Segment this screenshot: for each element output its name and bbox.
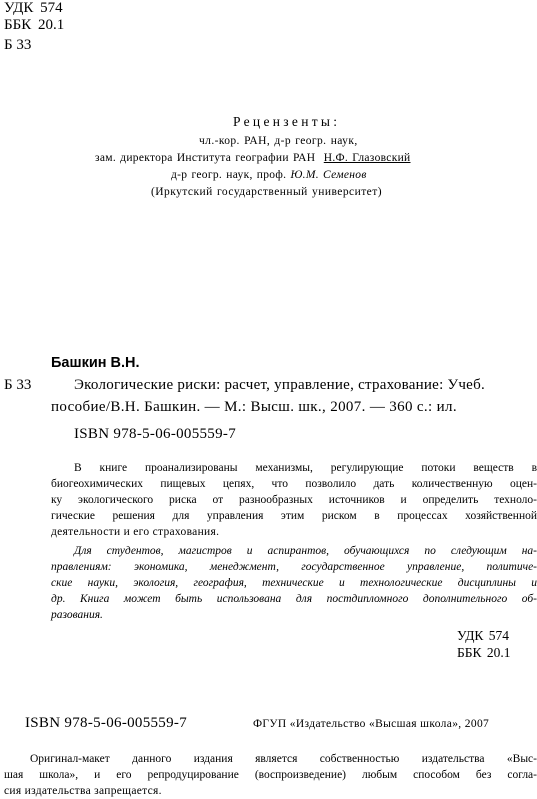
audience-line-4: др. Книга может быть использована для постдипломного дополнительного об-: [51, 593, 537, 605]
abstract-line-5: деятельности и его страхования.: [51, 526, 220, 538]
bbk-code-top: ББК 20.1: [4, 17, 65, 33]
audience-line-2: правлениям: экономика, менеджмент, государственное управление, политиче-: [51, 561, 537, 573]
reviewer-line-3: [171, 169, 367, 181]
reviewer-name-semenov: Ю.М. Семенов: [290, 169, 367, 181]
abstract-line-4: гические решения для управления этим риском в процессах хозяйственной: [51, 510, 537, 522]
audience-line-1: Для студентов, магистров и аспирантов, обучающихся по следующим на-: [74, 545, 537, 557]
abstract-line-2: биогеохимических пищевых цепях, что позволило дать количественную оцен-: [51, 478, 537, 490]
reviewer-name-glazovsky: Н.Ф. Глазовский: [323, 152, 411, 164]
audience-line-3: ские науки, экология, география, технические и технологические дисциплины и: [51, 577, 537, 589]
footer-publisher: ФГУП «Издательство «Высшая школа», 2007: [253, 718, 490, 730]
copyright-line-2: шая школа», и его репродуцирование (воспроизведение) любым способом без согла-: [4, 769, 537, 781]
reviewer-line-2: [95, 152, 411, 164]
bbk-code-bottom: ББК 20.1: [457, 645, 511, 660]
b-code-top: Б 33: [4, 37, 32, 53]
reviewer-line-4: (Иркутский государственный университет): [151, 186, 382, 198]
reviewers-heading: Рецензенты:: [233, 114, 341, 129]
copyright-line-3: сия издательства запрещается.: [4, 785, 162, 797]
udk-code-bottom: УДК 574: [457, 628, 510, 643]
catalog-title-line-2: пособие/В.Н. Башкин. — М.: Высш. шк., 2007. — 360 с.: ил.: [51, 399, 457, 415]
audience-line-5: разования.: [51, 609, 103, 621]
catalog-author: Башкин В.Н.: [51, 355, 140, 371]
catalog-code: Б 33: [4, 377, 32, 393]
catalog-title-line-1: Экологические риски: расчет, управление, страхование: Учеб.: [74, 377, 485, 393]
udk-code-top: УДК 574: [4, 0, 63, 16]
abstract-line-3: ку экологического риска от разнообразных источников и определить техноло-: [51, 494, 537, 506]
abstract-line-1: В книге проанализированы механизмы, регулирующие потоки веществ в: [74, 462, 537, 474]
reviewer-line-3-prefix: д-р геогр. наук, проф.: [171, 169, 287, 181]
copyright-line-1: Оригинал-макет данного издания является собственностью издательства «Выс-: [30, 753, 537, 765]
footer-isbn: ISBN 978-5-06-005559-7: [25, 715, 188, 731]
catalog-isbn: ISBN 978-5-06-005559-7: [74, 426, 237, 442]
reviewer-line-2-prefix: зам. директора Института географии РАН: [95, 152, 316, 164]
reviewer-line-1: чл.-кор. РАН, д-р геогр. наук,: [199, 135, 358, 147]
